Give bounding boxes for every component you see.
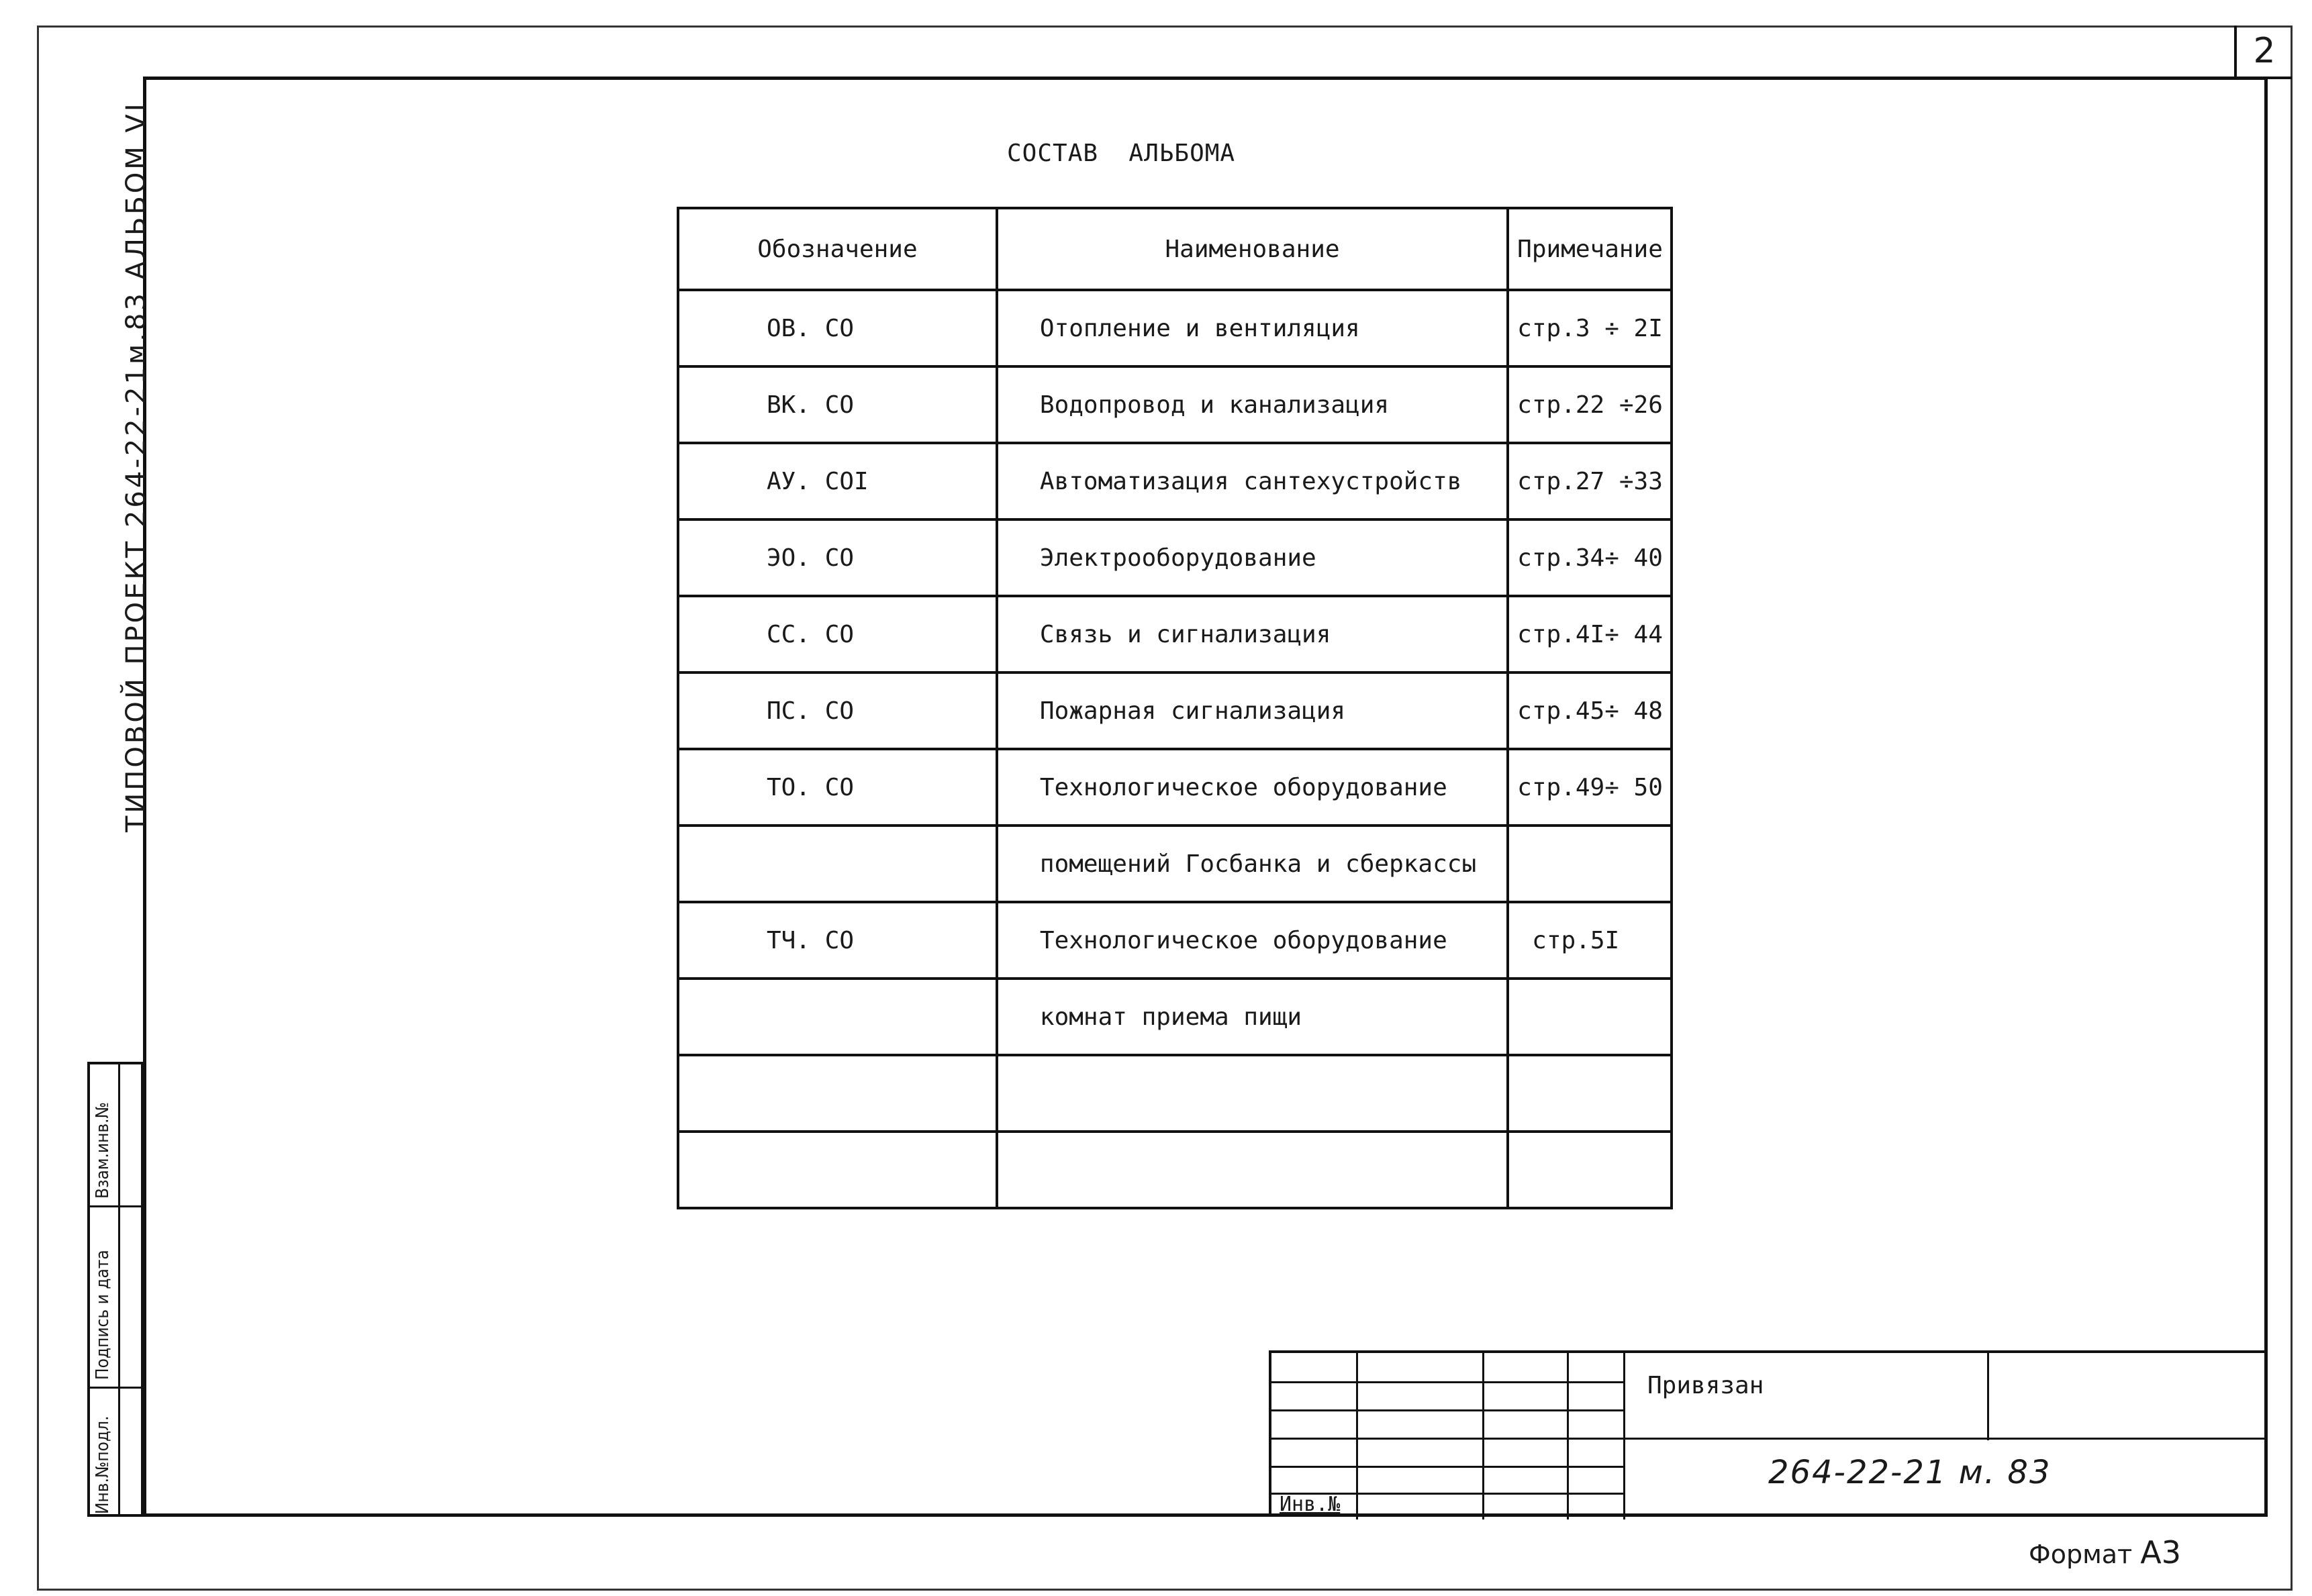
table-row <box>678 672 1672 749</box>
table-row <box>678 1055 1672 1132</box>
row-name: Водопровод и канализация <box>997 366 1508 443</box>
format-label-text: Формат <box>2029 1540 2133 1569</box>
column-header-designation: Обозначение <box>678 208 997 290</box>
row-note: стр.49÷ 50 <box>1508 749 1672 826</box>
row-code: АУ. СОI <box>678 443 997 519</box>
row-note <box>1508 1132 1672 1208</box>
row-note <box>1508 826 1672 902</box>
row-code: ПС. СО <box>678 672 997 749</box>
page-title: СОСТАВ АЛЬБОМА <box>1007 140 1236 167</box>
row-name: Технологическое оборудование <box>997 902 1508 979</box>
row-note: стр.4I÷ 44 <box>1508 596 1672 672</box>
row-note: стр.27 ÷33 <box>1508 443 1672 519</box>
row-name: Отопление и вентиляция <box>997 290 1508 366</box>
row-code <box>678 979 997 1055</box>
table-row <box>678 1132 1672 1208</box>
project-code: 264-22-21 м. 83 <box>1768 1454 2052 1491</box>
column-header-note: Примечание <box>1508 208 1672 290</box>
format-value: А3 <box>2140 1534 2181 1570</box>
row-code <box>678 826 997 902</box>
table-row <box>678 443 1672 519</box>
row-note: стр.5I <box>1508 902 1672 979</box>
row-note: стр.45÷ 48 <box>1508 672 1672 749</box>
page-number: 2 <box>2234 26 2292 79</box>
inventory-label: Инв.№ <box>1280 1493 1341 1516</box>
row-code: ВК. СО <box>678 366 997 443</box>
row-note: стр.34÷ 40 <box>1508 519 1672 596</box>
row-name <box>997 1132 1508 1208</box>
row-note <box>1508 979 1672 1055</box>
row-note: стр.22 ÷26 <box>1508 366 1672 443</box>
row-code: ОВ. СО <box>678 290 997 366</box>
row-note: стр.3 ÷ 2I <box>1508 290 1672 366</box>
row-code: ТО. СО <box>678 749 997 826</box>
row-name: Технологическое оборудование <box>997 749 1508 826</box>
side-title: ТИПОВОЙ ПРОЕКТ 264-22-21м.83 АЛЬБОМ VI <box>121 101 152 832</box>
stamp-strip <box>87 1062 144 1517</box>
table-row <box>678 749 1672 826</box>
row-name <box>997 1055 1508 1132</box>
table-row <box>678 979 1672 1055</box>
row-name: Связь и сигнализация <box>997 596 1508 672</box>
title-block <box>1269 1350 2268 1517</box>
stamp-inv-orig-label: Инв.№подл. <box>93 1415 113 1514</box>
table-header-row <box>678 208 1672 290</box>
row-name: комнат приема пищи <box>997 979 1508 1055</box>
format-label <box>2029 1534 2181 1570</box>
album-contents-table <box>677 207 1673 1209</box>
row-note <box>1508 1055 1672 1132</box>
row-name: помещений Госбанка и сберкассы <box>997 826 1508 902</box>
table-row <box>678 366 1672 443</box>
row-code <box>678 1132 997 1208</box>
row-code: ТЧ. СО <box>678 902 997 979</box>
table-row <box>678 826 1672 902</box>
row-code: ЭО. СО <box>678 519 997 596</box>
stamp-signature-date-label: Подпись и дата <box>93 1250 113 1380</box>
row-name: Электрооборудование <box>997 519 1508 596</box>
stamp-ref-inv-label: Взам.инв.№ <box>93 1102 113 1199</box>
row-name: Пожарная сигнализация <box>997 672 1508 749</box>
table-row <box>678 902 1672 979</box>
row-code <box>678 1055 997 1132</box>
row-code: СС. СО <box>678 596 997 672</box>
bound-label: Привязан <box>1647 1372 1764 1399</box>
row-name: Автоматизация сантехустройств <box>997 443 1508 519</box>
column-header-name: Наименование <box>997 208 1508 290</box>
table-row <box>678 290 1672 366</box>
table-row <box>678 596 1672 672</box>
table-row <box>678 519 1672 596</box>
